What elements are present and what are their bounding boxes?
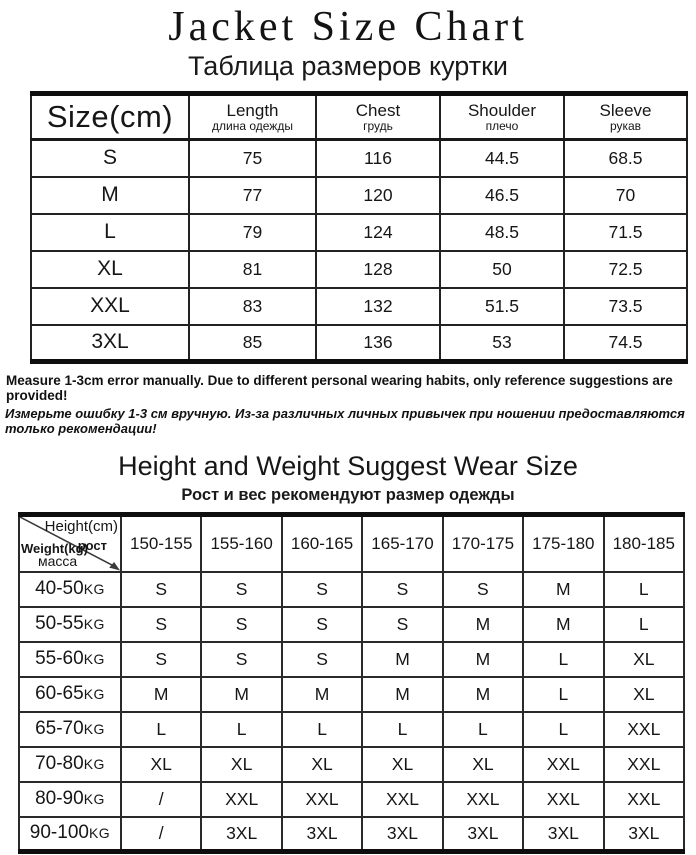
weight-range-label xyxy=(19,782,121,817)
fit-table-row xyxy=(19,782,684,817)
fit-size-cell: XL xyxy=(604,677,684,712)
chest-value: 132 xyxy=(316,288,440,325)
fit-table-row xyxy=(19,572,684,607)
fit-size-cell: XXL xyxy=(604,747,684,782)
fit-size-cell: L xyxy=(604,572,684,607)
size-label: 3XL xyxy=(31,325,189,362)
fit-size-cell: XL xyxy=(604,642,684,677)
fit-size-cell: 3XL xyxy=(443,817,523,852)
size-table-row xyxy=(31,140,687,177)
weight-range: 40-50 xyxy=(35,578,84,600)
shoulder-value: 46.5 xyxy=(440,177,564,214)
sleeve-value: 70 xyxy=(564,177,687,214)
fit-table xyxy=(18,512,685,854)
fit-size-cell: M xyxy=(443,642,523,677)
fit-size-cell: 3XL xyxy=(282,817,362,852)
length-value: 81 xyxy=(189,251,316,288)
chest-value: 124 xyxy=(316,214,440,251)
fit-size-cell: M xyxy=(523,572,603,607)
weight-unit: KG xyxy=(83,616,105,633)
fit-size-cell: 3XL xyxy=(201,817,281,852)
weight-range-label xyxy=(19,817,121,852)
fit-size-cell: L xyxy=(523,677,603,712)
size-table-row xyxy=(31,288,687,325)
fit-size-cell: 3XL xyxy=(523,817,603,852)
chest-value: 116 xyxy=(316,140,440,177)
corner-weight-label-ru: масса xyxy=(38,552,78,569)
fit-size-cell: XL xyxy=(362,747,442,782)
fit-size-cell: XXL xyxy=(523,747,603,782)
weight-unit: KG xyxy=(83,581,105,598)
fit-size-cell: S xyxy=(121,607,201,642)
fit-size-cell: M xyxy=(362,642,442,677)
shoulder-value: 51.5 xyxy=(440,288,564,325)
weight-unit: KG xyxy=(83,651,105,668)
weight-range-label xyxy=(19,607,121,642)
weight-range: 70-80 xyxy=(35,753,84,775)
weight-range-label xyxy=(19,747,121,782)
height-range-header: 180-185 xyxy=(604,515,684,572)
fit-size-cell: XXL xyxy=(604,712,684,747)
height-range-header: 160-165 xyxy=(282,515,362,572)
section2-title: Height and Weight Suggest Wear Size xyxy=(118,451,578,482)
size-table xyxy=(30,91,688,364)
fit-size-cell: S xyxy=(201,642,281,677)
weight-unit: KG xyxy=(88,825,111,842)
column-header-length xyxy=(189,94,316,140)
fit-table-row xyxy=(19,642,684,677)
fit-size-cell: L xyxy=(121,712,201,747)
fit-table-header-row xyxy=(19,515,684,572)
fit-size-cell: S xyxy=(443,572,523,607)
weight-range: 55-60 xyxy=(35,648,84,670)
fit-table-row xyxy=(19,607,684,642)
size-label: XXL xyxy=(31,288,189,325)
corner-height-label: Height(cm) xyxy=(44,518,118,536)
fit-size-cell: S xyxy=(282,607,362,642)
weight-unit: KG xyxy=(83,791,105,808)
shoulder-value: 44.5 xyxy=(440,140,564,177)
column-header-en: Sleeve xyxy=(599,101,652,121)
fit-size-cell: XXL xyxy=(201,782,281,817)
column-header-ru: рукав xyxy=(609,119,642,134)
sleeve-value: 68.5 xyxy=(564,140,687,177)
column-header-shoulder xyxy=(440,94,564,140)
length-value: 75 xyxy=(189,140,316,177)
chest-value: 136 xyxy=(316,325,440,362)
weight-range: 90-100 xyxy=(29,822,89,844)
column-header-en: Length xyxy=(226,101,279,121)
sleeve-value: 73.5 xyxy=(564,288,687,325)
height-range-header: 155-160 xyxy=(201,515,281,572)
size-table-row xyxy=(31,325,687,362)
length-value: 77 xyxy=(189,177,316,214)
fit-size-cell: L xyxy=(523,642,603,677)
sleeve-value: 72.5 xyxy=(564,251,687,288)
height-range-header: 150-155 xyxy=(121,515,201,572)
column-header-ru: плечо xyxy=(485,119,519,134)
fit-size-cell: L xyxy=(523,712,603,747)
length-value: 85 xyxy=(189,325,316,362)
fit-size-cell: XXL xyxy=(362,782,442,817)
weight-range-label xyxy=(19,677,121,712)
fit-size-cell: M xyxy=(362,677,442,712)
weight-unit: KG xyxy=(83,756,105,773)
shoulder-value: 48.5 xyxy=(440,214,564,251)
column-header-en: Chest xyxy=(355,101,401,121)
size-table-row xyxy=(31,214,687,251)
fit-size-cell: M xyxy=(121,677,201,712)
weight-range: 60-65 xyxy=(35,683,84,705)
height-range-header: 170-175 xyxy=(443,515,523,572)
fit-size-cell: M xyxy=(443,607,523,642)
size-table-row xyxy=(31,251,687,288)
fit-size-cell: M xyxy=(201,677,281,712)
fit-table-row xyxy=(19,712,684,747)
fit-size-cell: XXL xyxy=(523,782,603,817)
size-table-header-row xyxy=(31,94,687,140)
chest-value: 120 xyxy=(316,177,440,214)
fit-size-cell: L xyxy=(201,712,281,747)
fit-size-cell: / xyxy=(121,817,201,852)
fit-table-row xyxy=(19,747,684,782)
fit-size-cell: XL xyxy=(282,747,362,782)
column-header-chest xyxy=(316,94,440,140)
column-header-en: Shoulder xyxy=(467,101,537,121)
sleeve-value: 71.5 xyxy=(564,214,687,251)
weight-unit: KG xyxy=(83,721,105,738)
section2-title-ru: Рост и вес рекомендуют размер одежды xyxy=(181,486,515,505)
fit-size-cell: XXL xyxy=(282,782,362,817)
weight-unit: KG xyxy=(83,686,105,703)
fit-size-cell: XXL xyxy=(443,782,523,817)
sleeve-value: 74.5 xyxy=(564,325,687,362)
fit-size-cell: S xyxy=(201,572,281,607)
fit-table-row xyxy=(19,817,684,852)
size-table-corner-header: Size(cm) xyxy=(31,94,189,140)
measure-note-ru: Измерьте ошибку 1-3 см вручную. Из-за различных личных привычек при ношении предоставляются только рекомендации! xyxy=(5,406,685,437)
column-header-ru: длина одежды xyxy=(212,119,293,134)
fit-size-cell: M xyxy=(443,677,523,712)
length-value: 83 xyxy=(189,288,316,325)
height-range-header: 165-170 xyxy=(362,515,442,572)
fit-size-cell: L xyxy=(282,712,362,747)
shoulder-value: 50 xyxy=(440,251,564,288)
page-title: Jacket Size Chart xyxy=(168,4,528,50)
measure-note-en: Measure 1-3cm error manually. Due to different personal wearing habits, only reference suggestions are provided! xyxy=(6,373,673,404)
fit-size-cell: 3XL xyxy=(362,817,442,852)
fit-size-cell: M xyxy=(282,677,362,712)
fit-size-cell: S xyxy=(201,607,281,642)
fit-size-cell: 3XL xyxy=(604,817,684,852)
weight-range: 65-70 xyxy=(35,718,84,740)
chest-value: 128 xyxy=(316,251,440,288)
fit-size-cell: L xyxy=(443,712,523,747)
fit-size-cell: L xyxy=(362,712,442,747)
height-range-header: 175-180 xyxy=(523,515,603,572)
fit-size-cell: S xyxy=(121,642,201,677)
weight-range-label xyxy=(19,642,121,677)
size-table-row xyxy=(31,177,687,214)
weight-range: 80-90 xyxy=(35,788,84,810)
column-header-sleeve xyxy=(564,94,687,140)
fit-size-cell: XXL xyxy=(604,782,684,817)
column-header-ru: грудь xyxy=(363,119,393,134)
size-label: XL xyxy=(31,251,189,288)
size-label: M xyxy=(31,177,189,214)
corner-weight-label: Weight(kg) xyxy=(21,541,88,557)
fit-size-cell: XL xyxy=(121,747,201,782)
fit-table-corner-header xyxy=(19,515,121,572)
corner-height-label-ru: рост xyxy=(77,538,107,554)
fit-size-cell: S xyxy=(362,572,442,607)
page-title-ru: Таблица размеров куртки xyxy=(188,51,508,82)
fit-table-row xyxy=(19,677,684,712)
size-label: L xyxy=(31,214,189,251)
fit-size-cell: / xyxy=(121,782,201,817)
size-label: S xyxy=(31,140,189,177)
weight-range: 50-55 xyxy=(35,613,84,635)
fit-size-cell: S xyxy=(362,607,442,642)
weight-range-label xyxy=(19,572,121,607)
fit-size-cell: S xyxy=(121,572,201,607)
shoulder-value: 53 xyxy=(440,325,564,362)
length-value: 79 xyxy=(189,214,316,251)
fit-size-cell: XL xyxy=(201,747,281,782)
fit-size-cell: S xyxy=(282,642,362,677)
weight-range-label xyxy=(19,712,121,747)
fit-size-cell: L xyxy=(604,607,684,642)
fit-size-cell: XL xyxy=(443,747,523,782)
fit-size-cell: S xyxy=(282,572,362,607)
fit-size-cell: M xyxy=(523,607,603,642)
